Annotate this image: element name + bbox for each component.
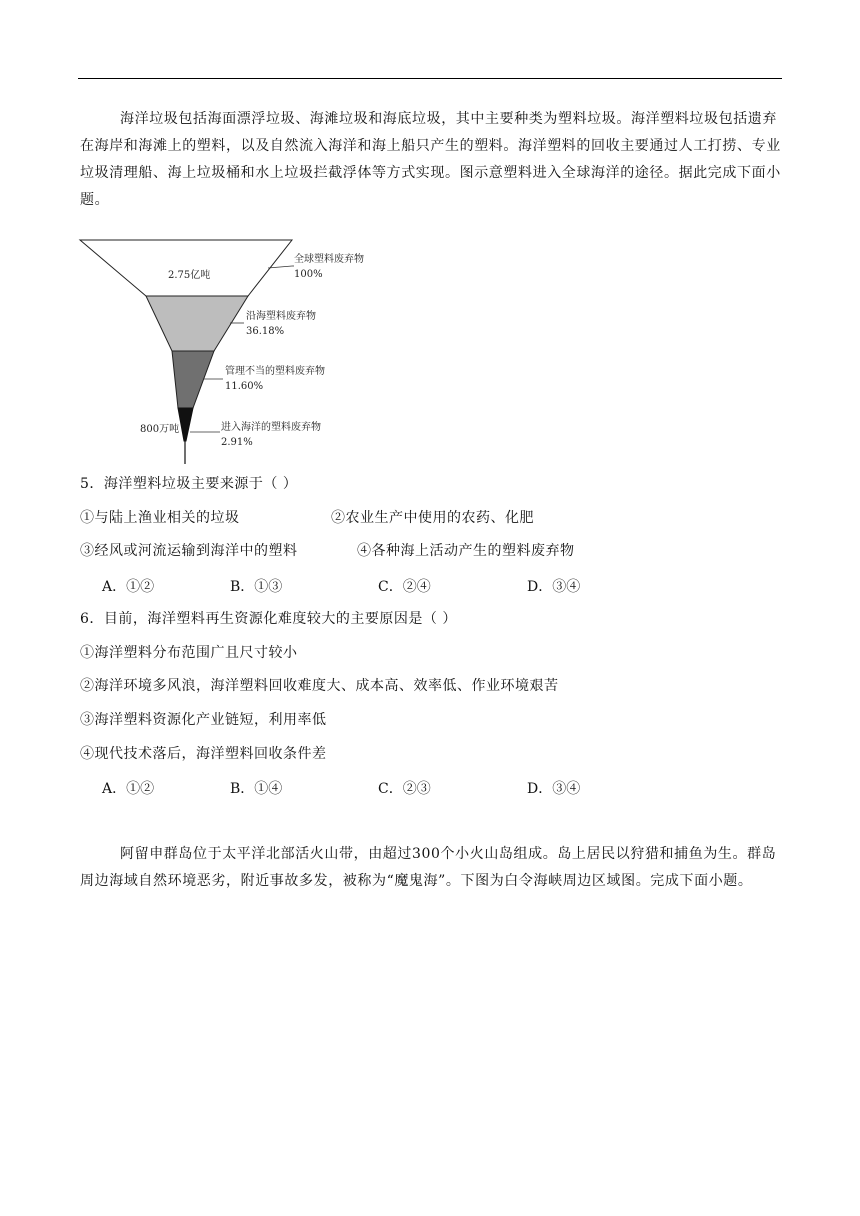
level-global-name: 全球塑料废弃物 xyxy=(294,254,364,265)
q6-choice-b[interactable]: B．①④ xyxy=(230,781,283,797)
q5-choice-b[interactable]: B．①③ xyxy=(230,579,283,595)
passage-plastic: 海洋垃圾包括海面漂浮垃圾、海滩垃圾和海底垃圾，其中主要种类为塑料垃圾。海洋塑料垃圾包括遗弃在海岸和海滩上的塑料，以及自然流入海洋和海上船只产生的塑料。海洋塑料的回收主要通过人工打捞、专业垃圾清理船、海上垃圾桶和水上垃圾拦截浮体等方式实现。图示意塑料进入全球海洋的途径。据此完成下面小题。 xyxy=(80,111,781,208)
q5-statement-4: ④各种海上活动产生的塑料废弃物 xyxy=(357,543,575,559)
q5-choice-a[interactable]: A．①② xyxy=(102,579,155,595)
level-mismanaged-name: 管理不当的塑料废弃物 xyxy=(225,366,325,377)
funnel-level-mismanaged xyxy=(172,351,214,408)
passage-aleutian: 阿留申群岛位于太平洋北部活火山带，由超过300个小火山岛组成。岛上居民以狩猎和捕鱼为生。群岛周边海域自然环境恶劣，附近事故多发，被称为“魔鬼海”。下图为白令海峡周边区域图。完成下面小题。 xyxy=(80,846,777,889)
level-ocean-name: 进入海洋的塑料废弃物 xyxy=(221,422,321,433)
level-ocean-percent: 2.91% xyxy=(221,437,253,448)
header-rule xyxy=(78,78,782,79)
q6-statement-4: ④现代技术落后，海洋塑料回收条件差 xyxy=(80,746,327,762)
q6-statement-2: ②海洋环境多风浪，海洋塑料回收难度大、成本高、效率低、作业环境艰苦 xyxy=(80,678,559,694)
level-coastal-name: 沿海塑料废弃物 xyxy=(246,311,316,322)
funnel-top-value: 2.75亿吨 xyxy=(168,270,211,281)
question-5-stem: 5．海洋塑料垃圾主要来源于（ ） xyxy=(80,476,298,492)
funnel-level-coastal xyxy=(146,296,248,351)
q6-statement-3: ③海洋塑料资源化产业链短，利用率低 xyxy=(80,712,327,728)
level-mismanaged-percent: 11.60% xyxy=(225,381,264,392)
funnel-bottom-value: 800万吨 xyxy=(140,424,180,435)
funnel-level-ocean xyxy=(178,408,193,441)
q6-choice-c[interactable]: C．②③ xyxy=(378,781,431,797)
plastic-funnel-figure xyxy=(78,236,378,468)
q6-choice-d[interactable]: D．③④ xyxy=(527,781,581,797)
q5-statement-3: ③经风或河流运输到海洋中的塑料 xyxy=(80,543,298,559)
q6-statement-1: ①海洋塑料分布范围广且尺寸较小 xyxy=(80,645,298,661)
level-coastal-percent: 36.18% xyxy=(246,326,285,337)
funnel-level-global xyxy=(80,240,292,296)
q6-choice-a[interactable]: A．①② xyxy=(102,781,155,797)
level-global-percent: 100% xyxy=(294,269,323,280)
q5-choice-d[interactable]: D．③④ xyxy=(527,579,581,595)
q5-statement-2: ②农业生产中使用的农药、化肥 xyxy=(331,510,534,526)
question-6-stem: 6．目前，海洋塑料再生资源化难度较大的主要原因是（ ） xyxy=(80,611,457,627)
q5-choice-c[interactable]: C．②④ xyxy=(378,579,431,595)
q5-statement-1: ①与陆上渔业相关的垃圾 xyxy=(80,510,240,526)
